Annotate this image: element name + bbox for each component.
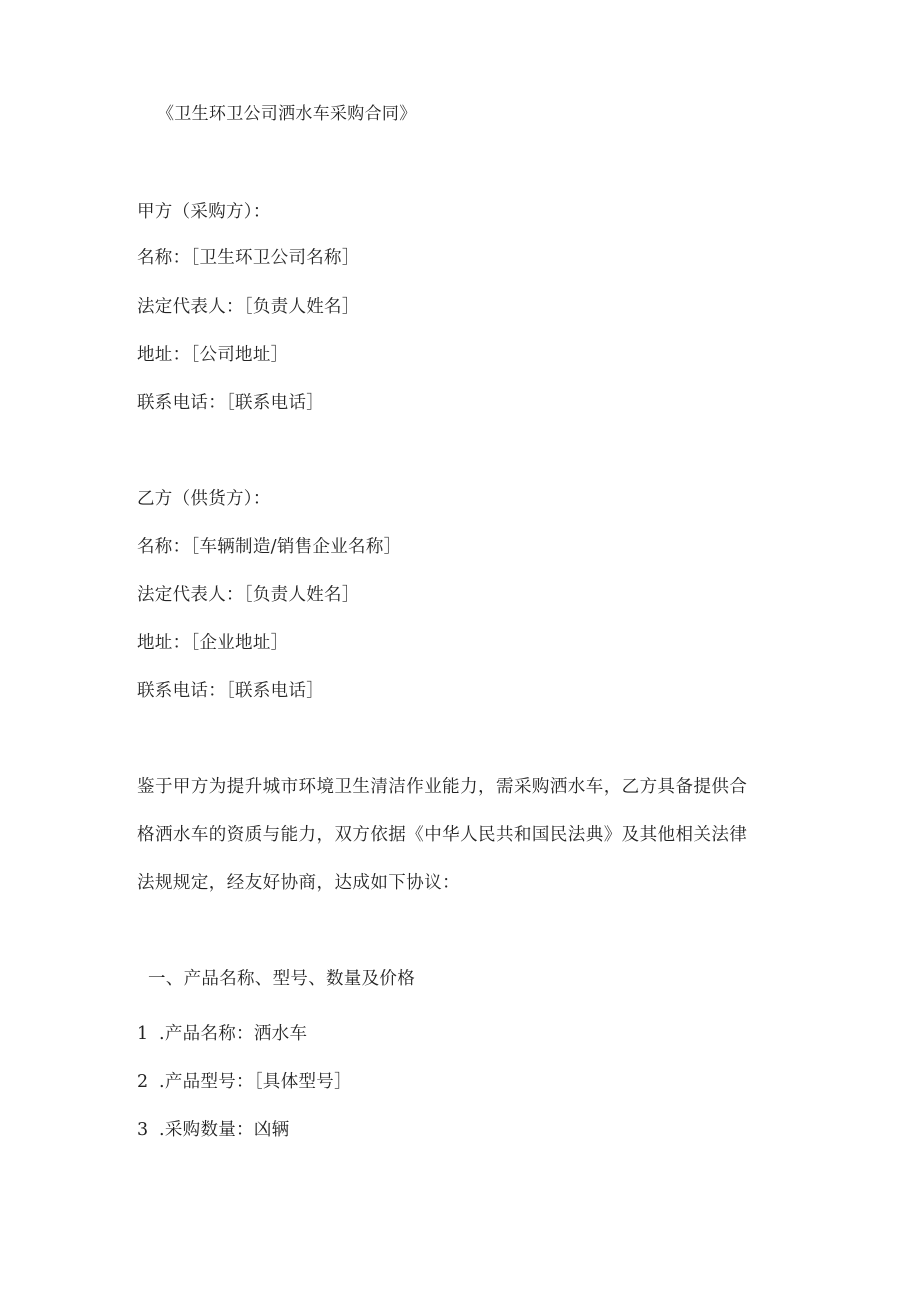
party-b-legal-rep: 法定代表人：［负责人姓名］ [137, 585, 360, 605]
section-1-heading: 一、产品名称、型号、数量及价格 [148, 969, 415, 989]
list-item [137, 1022, 307, 1046]
party-a-legal-rep: 法定代表人：［负责人姓名］ [137, 297, 360, 317]
list-item-text: .采购数量：凶辆 [159, 1120, 290, 1140]
party-a-heading: 甲方（采购方）： [137, 202, 271, 222]
party-b-heading: 乙方（供货方）： [137, 489, 271, 509]
party-b-address: 地址：［企业地址］ [137, 633, 289, 653]
list-item-text: .产品型号：［具体型号］ [159, 1072, 352, 1092]
list-item-text: .产品名称：洒水车 [159, 1024, 308, 1044]
party-a-address: 地址：［公司地址］ [137, 345, 289, 365]
party-a-phone: 联系电话：［联系电话］ [137, 393, 325, 413]
list-item [137, 1118, 289, 1142]
preamble-line-3: 法规规定，经友好协商，达成如下协议： [137, 873, 461, 893]
party-b-name: 名称：［车辆制造/销售企业名称］ [137, 537, 402, 557]
list-item-number: 2 [137, 1072, 149, 1092]
document-title: 《卫生环卫公司洒水车采购合同》 [157, 104, 417, 124]
list-item-number: 1 [137, 1024, 149, 1044]
party-a-name: 名称：［卫生环卫公司名称］ [137, 248, 360, 268]
list-item [137, 1070, 352, 1094]
list-item-number: 3 [137, 1120, 149, 1140]
preamble-line-2: 格洒水车的资质与能力，双方依据《中华人民共和国民法典》及其他相关法律 [137, 825, 748, 845]
preamble-line-1: 鉴于甲方为提升城市环境卫生清洁作业能力，需采购洒水车，乙方具备提供合 [137, 777, 748, 797]
party-b-phone: 联系电话：［联系电话］ [137, 681, 325, 701]
